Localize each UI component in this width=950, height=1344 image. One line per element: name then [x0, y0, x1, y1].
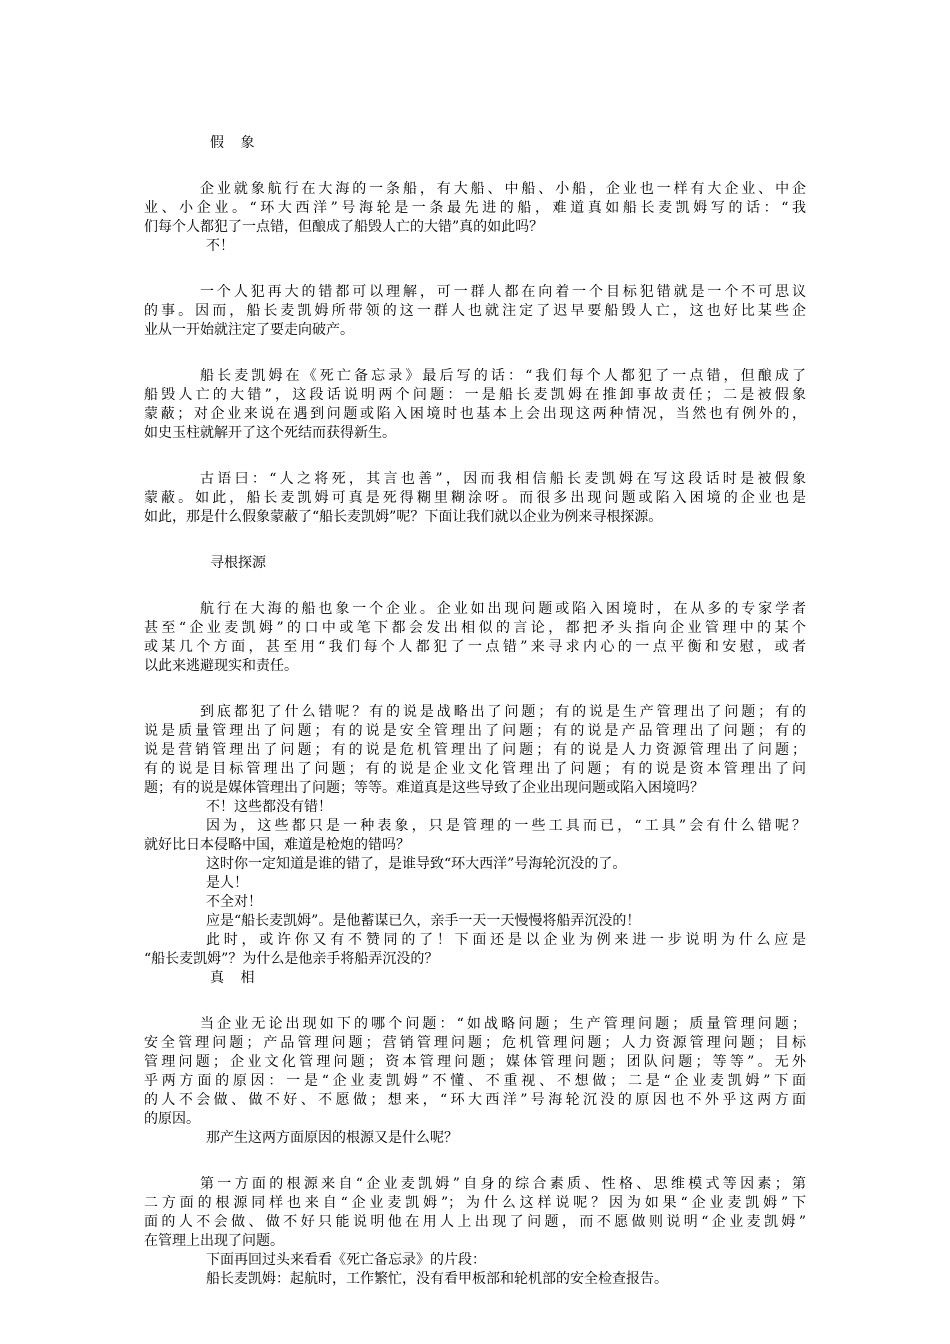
text-line: 不！ [206, 238, 234, 254]
text-line: 不全对！ [206, 894, 262, 910]
paragraph [144, 180, 806, 237]
text-line: 以此来逃避现实和责任。 [144, 658, 298, 674]
text-line: 有的说是目标管理出了问题；有的说是企业文化管理出了问题；有的说是资本管理出了问 [144, 761, 806, 777]
text-line: 到底都犯了什么错呢？有的说是战略出了问题；有的说是生产管理出了问题；有的 [200, 704, 806, 720]
paragraph [144, 283, 806, 340]
text-line: 那产生这两方面原因的根源又是什么呢？ [206, 1130, 458, 1146]
text-line: 蒙蔽。如此，船长麦凯姆可真是死得糊里糊涂呀。而很多出现问题或陷入困境的企业也是 [144, 490, 806, 506]
text-line: 船长麦凯姆：起航时，工作繁忙，没有看甲板部和轮机部的安全检查报告。 [206, 1271, 668, 1287]
paragraph [144, 893, 806, 912]
text-line: 蒙蔽；对企业来说在遇到问题或陷入困境时也基本上会出现这两种情况，当然也有例外的， [144, 406, 806, 422]
text-line: 们每个人都犯了一点错，但酿成了船毁人亡的大错”真的如此吗？ [144, 219, 544, 235]
text-line: 的事。因而，船长麦凯姆所带领的这一群人也就注定了迟早要船毁人亡，这也好比某些企 [144, 303, 806, 319]
paragraph [144, 874, 806, 893]
text-line: 业从一开始就注定了要走向破产。 [144, 322, 354, 338]
section-heading-illusion: 假 象 [210, 135, 261, 151]
text-line: 这时你一定知道是谁的错了，是谁导致“环大西洋”号海轮沉没的了。 [206, 856, 627, 872]
text-line: 管理问题；企业文化管理问题；资本管理问题；媒体管理问题；团队问题；等等”。无外 [144, 1054, 806, 1070]
text-line: 说是质量管理出了问题；有的说是安全管理出了问题；有的说是产品管理出了问题；有的 [144, 723, 806, 739]
text-line: 面的人不会做、做不好只能说明他在用人上出现了问题，而不愿做则说明“企业麦凯姆” [144, 1214, 806, 1230]
text-line: 安全管理问题；产品管理问题；营销管理问题；危机管理问题；人力资源管理问题；目标 [144, 1035, 806, 1051]
paragraph [144, 703, 806, 798]
text-line: 企业就象航行在大海的一条船，有大船、中船、小船，企业也一样有大企业、中企 [200, 181, 806, 197]
text-line: 如此，那是什么假象蒙蔽了“船长麦凯姆”呢？下面让我们就以企业为例来寻根探源。 [144, 509, 663, 525]
paragraph [144, 798, 806, 817]
text-line: 在管理上出现了问题。 [144, 1233, 284, 1249]
paragraph [144, 1129, 806, 1148]
paragraph [144, 1015, 806, 1129]
paragraph [144, 855, 806, 874]
document-body [144, 134, 806, 1289]
text-line: 一个人犯再大的错都可以理解，可一群人都在向着一个目标犯错就是一个不可思议 [200, 284, 806, 300]
text-line: 第一方面的根源来自“企业麦凯姆”自身的综合素质、性格、思维模式等因素；第 [200, 1176, 806, 1192]
paragraph [144, 931, 806, 969]
paragraph [144, 1251, 806, 1270]
text-line: 二方面的根源同样也来自“企业麦凯姆”；为什么这样说呢？因为如果“企业麦凯姆”下 [144, 1195, 806, 1211]
text-line: 船毁人亡的大错”，这段话说明两个问题：一是船长麦凯姆在推卸事故责任；二是被假象 [144, 387, 806, 403]
section-heading-truth: 真 相 [210, 970, 261, 986]
text-line: 航行在大海的船也象一个企业。企业如出现问题或陷入困境时，在从多的专家学者 [200, 601, 806, 617]
paragraph [144, 817, 806, 855]
text-line: 船长麦凯姆在《死亡备忘录》最后写的话：“我们每个人都犯了一点错，但酿成了 [200, 368, 806, 384]
text-line: 乎两方面的原因：一是“企业麦凯姆”不懂、不重视、不想做；二是“企业麦凯姆”下面 [144, 1073, 806, 1089]
text-line: 的原因。 [144, 1111, 200, 1127]
text-line: 是人！ [206, 875, 248, 891]
paragraph [144, 600, 806, 676]
text-line: 不！这些都没有错！ [206, 799, 332, 815]
text-line: 题；有的说是媒体管理出了问题；等等。难道真是这些导致了企业出现问题或陷入困境吗？ [144, 780, 704, 796]
text-line: 甚至“企业麦凯姆”的口中或笔下都会发出相似的言论，都把矛头指向企业管理中的某个 [144, 620, 806, 636]
paragraph [144, 912, 806, 931]
paragraph [144, 470, 806, 527]
text-line: “船长麦凯姆”？为什么是他亲手将船弄沉没的？ [144, 951, 439, 967]
text-line: 如史玉柱就解开了这个死结而获得新生。 [144, 425, 396, 441]
text-line: 就好比日本侵略中国，难道是枪炮的错吗？ [144, 837, 410, 853]
text-line: 业、小企业。“环大西洋”号海轮是一条最先进的船，难道真如船长麦凯姆写的话：“我 [144, 200, 806, 216]
text-line: 的人不会做、做不好、不愿做；想来，“环大西洋”号海轮沉没的原因也不外乎这两方面 [144, 1092, 806, 1108]
paragraph [144, 237, 806, 256]
paragraph [144, 1270, 806, 1289]
text-line: 或某几个方面，甚至用“我们每个人都犯了一点错”来寻求内心的一点平衡和安慰，或者 [144, 639, 806, 655]
text-line: 古语曰：“人之将死，其言也善”，因而我相信船长麦凯姆在写这段话时是被假象 [200, 471, 806, 487]
text-line: 应是“船长麦凯姆”。是他蓄谋已久，亲手一天一天慢慢将船弄沉没的！ [206, 913, 641, 929]
text-line: 当企业无论出现如下的哪个问题：“如战略问题；生产管理问题；质量管理问题； [200, 1016, 806, 1032]
text-line: 说是营销管理出了问题；有的说是危机管理出了问题；有的说是人力资源管理出了问题； [144, 742, 806, 758]
text-line: 此时，或许你又有不赞同的了！下面还是以企业为例来进一步说明为什么应是 [206, 932, 806, 948]
paragraph [144, 367, 806, 443]
paragraph [144, 1175, 806, 1251]
section-heading-root-cause: 寻根探源 [210, 555, 266, 571]
text-line: 下面再回过头来看看《死亡备忘录》的片段： [206, 1252, 486, 1268]
text-line: 因为，这些都只是一种表象，只是管理的一些工具而已，“工具”会有什么错呢？ [206, 818, 806, 834]
